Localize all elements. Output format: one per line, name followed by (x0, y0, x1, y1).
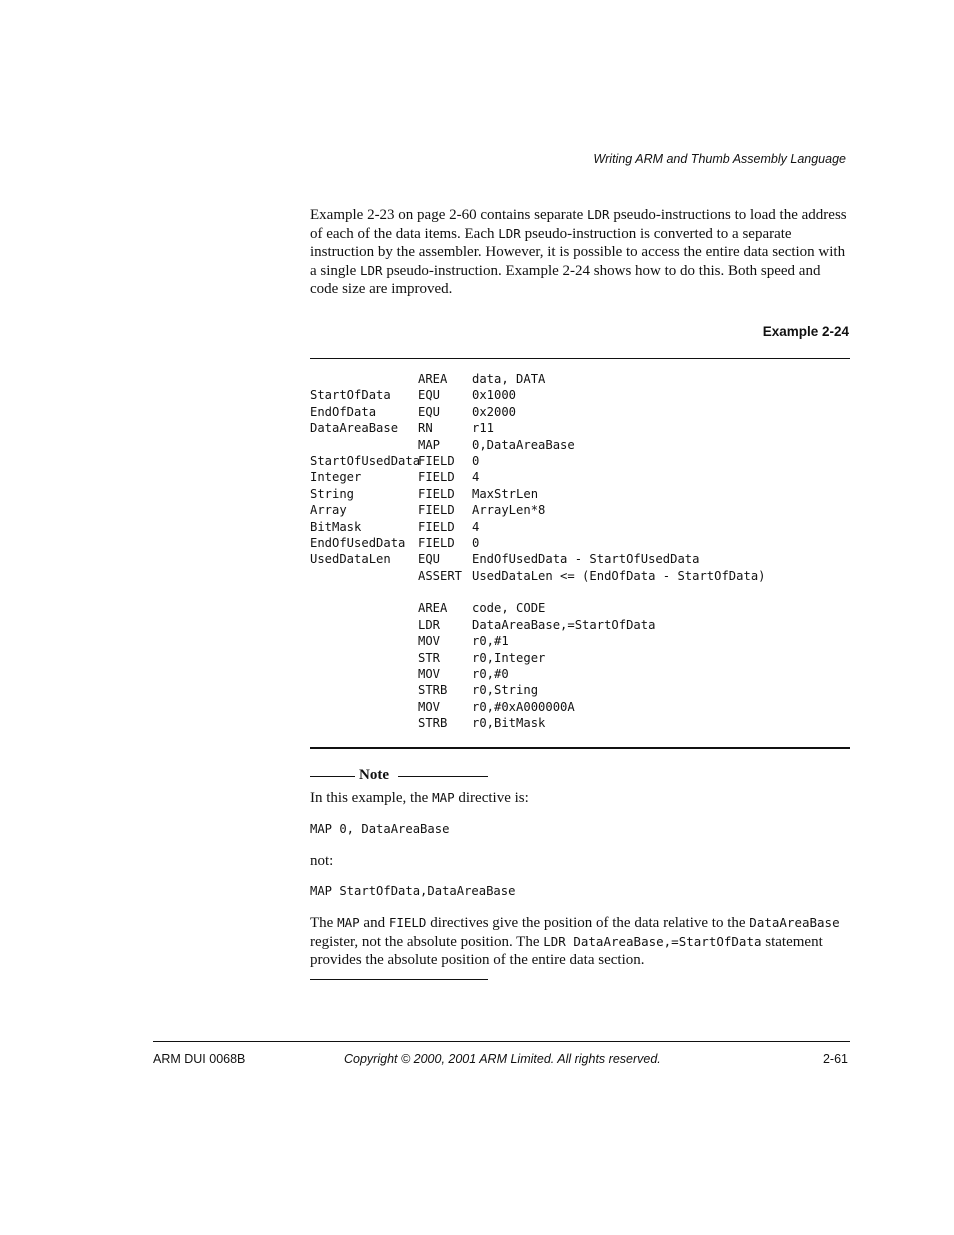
note-text: statement provides the absolute position of the entire data section. (310, 933, 823, 969)
inline-code: LDR (587, 207, 610, 222)
running-header: Writing ARM and Thumb Assembly Language (593, 152, 846, 166)
intro-text: Example 2-23 on page 2-60 contains separate (310, 207, 587, 223)
inline-code: LDR (498, 225, 521, 241)
example-label: Example 2-24 (762, 324, 849, 339)
note-heading (310, 767, 488, 785)
note-not-text: not: (310, 853, 334, 869)
intro-text: pseudo-instruction. Example 2-24 shows how to do this. Both speed and code size are improved. (310, 262, 821, 298)
example-bottom-rule (310, 747, 850, 749)
note-end-rule (310, 979, 488, 980)
footer-page-number: 2-61 (822, 1052, 848, 1066)
inline-code: FIELD (388, 915, 427, 930)
note-paragraph (310, 789, 850, 808)
inline-code: DataAreaBase (749, 915, 840, 930)
note-text: In this example, the (310, 790, 433, 806)
code-example-incorrect: MAP StartOfData,DataAreaBase (310, 884, 516, 898)
note-text: register, not the absolute position. The (310, 933, 544, 950)
inline-code: LDR (360, 262, 383, 278)
note-text: and (359, 915, 389, 931)
intro-text: pseudo-instruction is converted to a separate instruction by the assembler. However, it is possible to access the entire data section with a single (310, 225, 846, 279)
footer-rule (153, 1041, 850, 1042)
note-rule-right (398, 776, 488, 777)
note-explanation (310, 914, 850, 970)
inline-code: MAP (432, 790, 455, 805)
footer-copyright: Copyright © 2000, 2001 ARM Limited. All rights reserved. (344, 1052, 661, 1066)
footer-doc-id: ARM DUI 0068B (153, 1052, 246, 1066)
intro-paragraph (310, 206, 850, 299)
note-rule-left (310, 776, 355, 777)
example-top-rule (310, 358, 850, 359)
note-text: The (310, 915, 338, 931)
note-label: Note (359, 767, 389, 783)
inline-code: MAP (337, 915, 360, 930)
inline-code: LDR DataAreaBase,=StartOfData (543, 933, 762, 949)
code-example-correct: MAP 0, DataAreaBase (310, 822, 450, 836)
note-text: directives give the position of the data relative to the (426, 915, 750, 931)
note-text: directive is: (454, 790, 529, 806)
intro-text: pseudo-instructions to load the address of each of the data items. Each (310, 207, 847, 242)
